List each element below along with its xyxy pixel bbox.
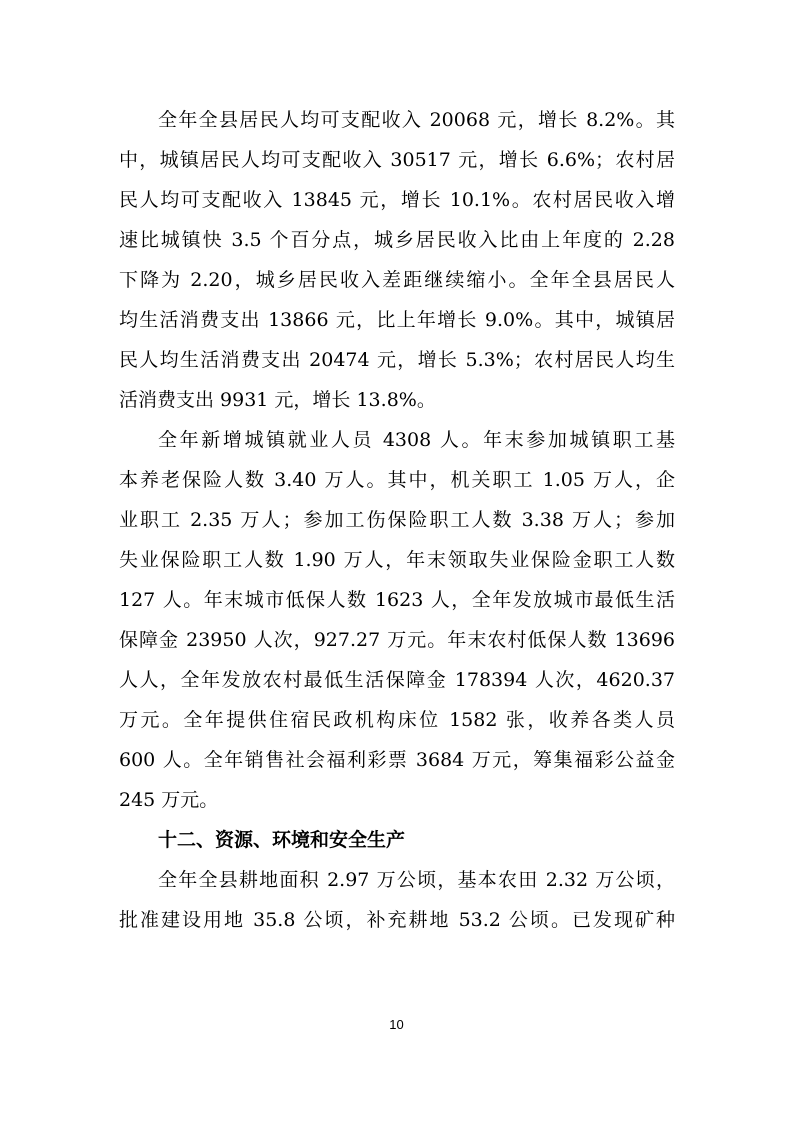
paragraph-2-line-2: 本养老保险人数 3.40 万人。其中，机关职工 1.05 万人，企: [119, 469, 675, 491]
paragraph-3-line-1: 全年全县耕地面积 2.97 万公顷，基本农田 2.32 万公顷，: [158, 869, 675, 891]
paragraph-2-line-6: 保障金 23950 人次，927.27 万元。年末农村低保人数 13696: [119, 629, 675, 651]
paragraph-1-line-3: 民人均可支配收入 13845 元，增长 10.1%。农村居民收入增: [119, 189, 675, 211]
paragraph-1-line-6: 均生活消费支出 13866 元，比上年增长 9.0%。其中，城镇居: [119, 309, 675, 331]
paragraph-1-line-2: 中，城镇居民人均可支配收入 30517 元，增长 6.6%；农村居: [119, 149, 675, 171]
paragraph-2-line-3: 业职工 2.35 万人；参加工伤保险职工人数 3.38 万人；参加: [119, 509, 675, 531]
paragraph-2-line-7: 人人，全年发放农村最低生活保障金 178394 人次，4620.37: [119, 669, 675, 691]
paragraph-3-line-2: 批准建设用地 35.8 公顷，补充耕地 53.2 公顷。已发现矿种: [119, 909, 675, 931]
page-number: 10: [389, 1017, 404, 1032]
paragraph-2-line-5: 127 人。年末城市低保人数 1623 人，全年发放城市最低生活: [119, 589, 675, 611]
paragraph-1-line-1: 全年全县居民人均可支配收入 20068 元，增长 8.2%。其: [158, 109, 675, 131]
paragraph-2-line-10: 245 万元。: [119, 789, 219, 811]
section-heading: 十二、资源、环境和安全生产: [158, 829, 406, 851]
paragraph-2-line-9: 600 人。全年销售社会福利彩票 3684 万元，筹集福彩公益金: [119, 749, 675, 771]
paragraph-2-line-8: 万元。全年提供住宿民政机构床位 1582 张，收养各类人员: [119, 709, 675, 731]
paragraph-1-line-8: 活消费支出 9931 元，增长 13.8%。: [119, 389, 436, 411]
paragraph-1-line-4: 速比城镇快 3.5 个百分点，城乡居民收入比由上年度的 2.28: [119, 229, 675, 251]
paragraph-1-line-7: 民人均生活消费支出 20474 元，增长 5.3%；农村居民人均生: [119, 349, 675, 371]
paragraph-2-line-4: 失业保险职工人数 1.90 万人，年末领取失业保险金职工人数: [119, 549, 675, 571]
paragraph-2-line-1: 全年新增城镇就业人员 4308 人。年末参加城镇职工基: [158, 429, 675, 451]
paragraph-1-line-5: 下降为 2.20，城乡居民收入差距继续缩小。全年全县居民人: [119, 269, 675, 291]
